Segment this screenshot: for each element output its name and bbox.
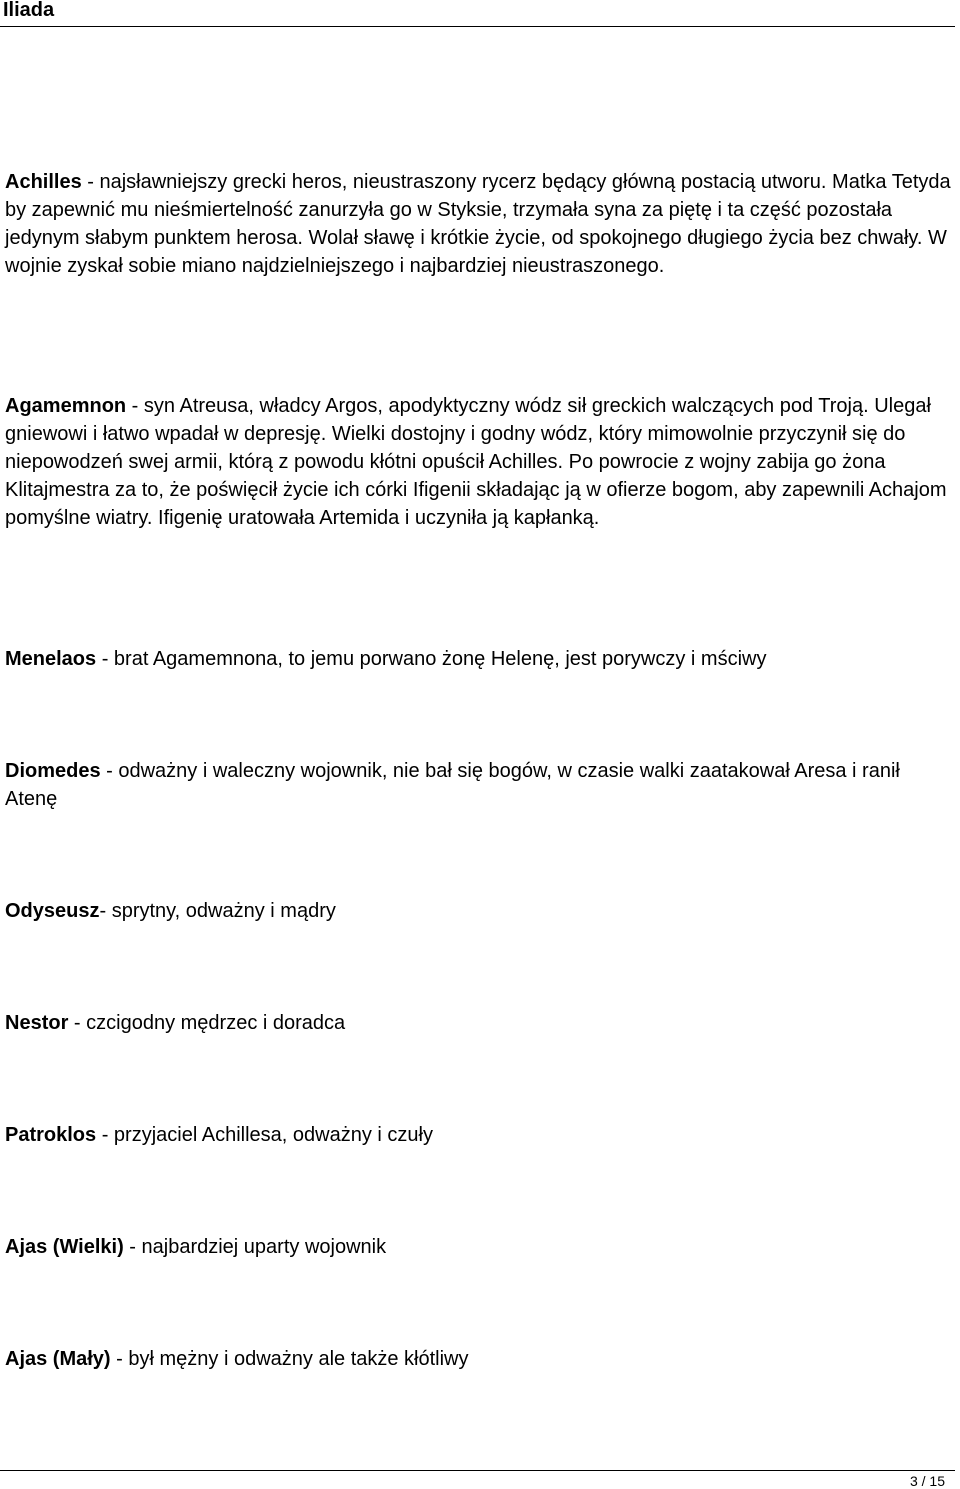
entry-name: Diomedes [5,760,101,782]
page-title: Iliada [3,0,55,21]
entry-ajas-wielki [5,1233,953,1261]
entry-name: Patroklos [5,1124,97,1146]
entry-description: - przyjaciel Achillesa, odważny i czuły [96,1124,433,1146]
entry-description: - sprytny, odważny i mądry [99,900,336,922]
entry-diomedes [5,757,953,813]
entry-name: Menelaos [5,648,97,670]
entry-description: - syn Atreusa, władcy Argos, apodyktyczny wódz sił greckich walczących pod Troją. Ulegał gniewowi i łatwo wpadał w depresję. Wielki dostojny i godny wódz, który mimowolnie przyczynił się do niepowodzeń swej armii, którą z powodu kłótni opuścił Achilles. Po powrocie z wojny zabija go żona Klitajmestra za to, że poświęcił życie ich córki Ifigenii składając ją w ofierze bogom, aby zapewnili Achajom pomyślne wiatry. Ifigenię uratowała Artemida i uczyniła ją kapłanką. [5,395,947,529]
entry-achilles [5,168,953,280]
entry-description: - odważny i waleczny wojownik, nie bał się bogów, w czasie walki zaatakował Aresa i ranił Atenę [5,760,900,810]
page-header [0,0,955,27]
entry-name: Odyseusz [5,900,100,922]
entry-menelaos [5,645,953,673]
entry-name: Ajas (Wielki) [5,1236,124,1258]
entry-name: Agamemnon [5,395,127,417]
page-footer [0,1470,955,1489]
entry-name: Nestor [5,1012,69,1034]
entry-odyseusz [5,897,953,925]
entry-name: Achilles [5,171,82,193]
entry-description: - najbardziej uparty wojownik [123,1236,387,1258]
entry-description: - najsławniejszy grecki heros, nieustraszony rycerz będący główną postacią utworu. Matka Tetyda by zapewnić mu nieśmiertelność zanurzyła go w Styksie, trzymała syna za piętę i ta część pozostała jedynym słabym punktem herosa. Wolał sławę i krótkie życie, od spokojnego długiego życia bez chwały. W wojnie zyskał sobie miano najdzielniejszego i najbardziej nieustraszonego. [5,171,951,277]
entry-description: - brat Agamemnona, to jemu porwano żonę Helenę, jest porywczy i mściwy [96,648,767,670]
entry-agamemnon [5,392,953,532]
entry-ajas-maly [5,1345,953,1373]
entry-patroklos [5,1121,953,1149]
entry-description: - był mężny i odważny ale także kłótliwy [110,1348,469,1370]
entry-description: - czcigodny mędrzec i doradca [68,1012,346,1034]
entry-nestor [5,1009,953,1037]
page-number: 3 / 15 [909,1473,945,1489]
entry-name: Ajas (Mały) [5,1348,111,1370]
